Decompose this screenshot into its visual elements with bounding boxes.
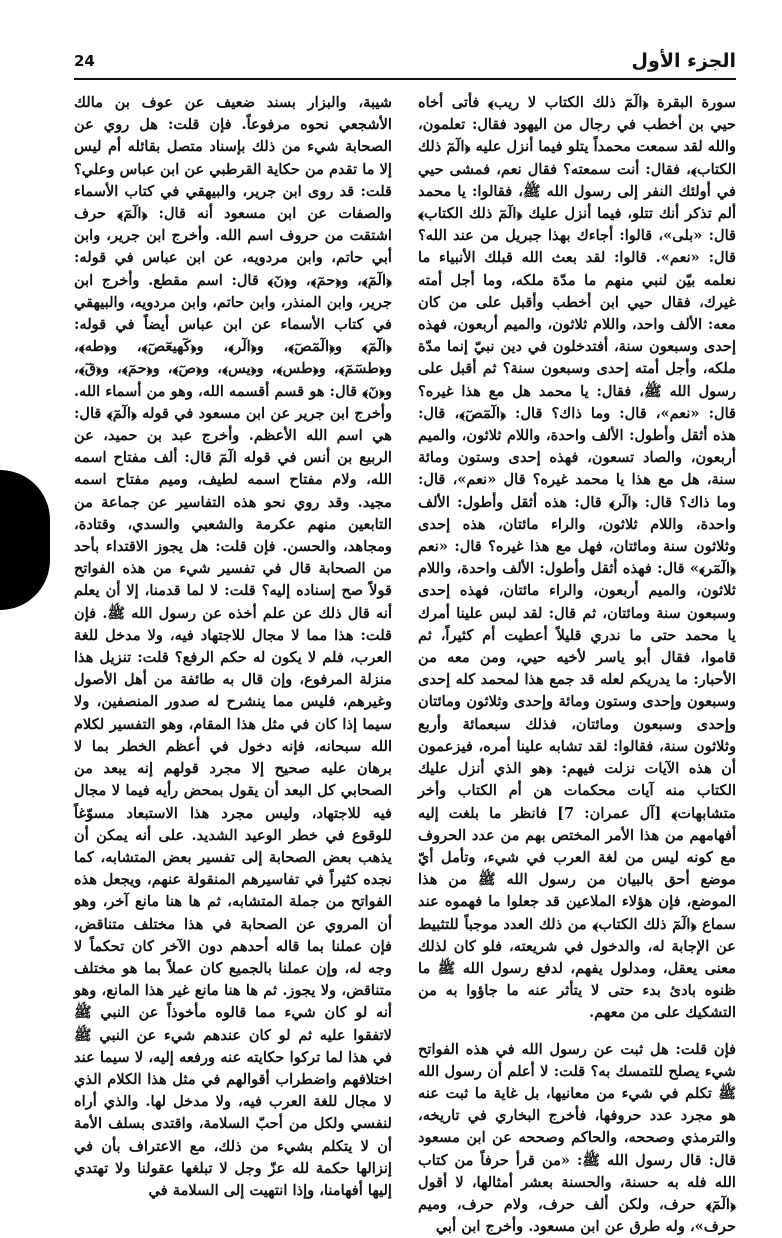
- binding-mark: [0, 470, 50, 610]
- page-header: [74, 48, 736, 80]
- left-column: [74, 92, 392, 1199]
- page-number: 24: [74, 52, 95, 70]
- right-column-paragraph-1: سورة البقرة ﴿الٓمٓ ذلك الكتاب لا ريب﴾ فأتى أخاه حيي بن أخطب في رجال من اليهود فقال: تعلمون، والله لقد سمعت محمداً يتلو فيما أنزل عليه ﴿الٓمٓ ذلك الكتاب﴾، فقال: أنت سمعته؟ فقال نعم، فمشى حيي في أولئك النفر إلى رسول الله ﷺ، فقالوا: يا محمد ألم تذكر أنك تتلو، فيما أنزل عليك ﴿الٓمٓ ذلك الكتاب﴾ قال: «بلى»، قالوا: أجاءك بهذا جبريل من عند الله؟ قال: «نعم». قالوا: لقد بعث الله قبلك الأنبياء ما نعلمه بيّن لنبي منهم ما مدّة ملكه، وما أجل أمته غيرك، فقال حيي ابن أخطب وأقبل على من كان معه: الألف واحد، واللام ثلاثون، والميم أربعون، فهذه إحدى وسبعون سنة، أفتدخلون في دين نبيّ إنما مدّة ملكه، وأجل أمته إحدى وسبعون سنة؟ ثم أقبل على رسول الله ﷺ، فقال: يا محمد هل مع هذا غيره؟ قال: «نعم»، قال: وما ذاك؟ قال: ﴿الٓمٓصٓ﴾، قال: هذه أثقل وأطول: الألف واحدة، واللام ثلاثون، والميم أربعون، والصاد تسعون، فهذه إحدى وستون ومائة سنة، هل مع هذا يا محمد غيره؟ قال «نعم»، قال: وما ذاك؟ قال: ﴿الٓر﴾ قال: هذه أثقل وأطول: الألف واحدة، واللام ثلاثون، والراء مائتان، هذه إحدى وثلاثون سنة ومائتان، فهل مع هذا غيره؟ قال: «نعم ﴿الٓمٓر﴾» قال: فهذه أثقل وأطول: الألف واحدة، واللام ثلاثون، والميم أربعون، والراء مائتان، فهذه إحدى وسبعون سنة ومائتان، ثم قال: لقد لبس علينا أمرك يا محمد حتى ما ندري قليلاً أعطيت أم كثيراً، ثم قاموا، فقال أبو ياسر لأخيه حيي، ومن معه من الأحبار: ما يدريكم لعله قد جمع هذا لمحمد كله إحدى وسبعون وإحدى وستون ومائة وإحدى وثلاثون ومائتان وإحدى وسبعون ومائتان، فذلك سبعمائة وأربع وثلاثون سنة، فقالوا: لقد تشابه علينا أمره، فيزعمون أن هذه الآيات نزلت فيهم: ﴿هو الذي أنزل عليك الكتاب منه آيات محكمات هن أم الكتاب وأخر متشابهات﴾ [آل عمران: 7] فانظر ما بلغت إليه أفهامهم من هذا الأمر المختص بهم من عدد الحروف مع كونه ليس من لغة العرب في شيء، وتأمل أيّ موضع أحق بالبيان من رسول الله ﷺ من هذا الموضع، فإن هؤلاء الملاعين قد جعلوا ما فهموه عند سماع ﴿الٓمٓ ذلك الكتاب﴾ من ذلك العدد موجباً للتثبيط عن الإجابة له، والدخول في شريعته، فلو كان لذلك معنى يعقل، ومدلول يفهم، لدفع رسول الله ﷺ ما ظنوه بادئ بدء حتى لا يتأثر عنه ما جاؤوا به من التشكيك على من معهم.: [418, 94, 736, 1022]
- paragraph-gap: [418, 1025, 736, 1039]
- left-column-paragraph-1: شيبة، والبزار بسند ضعيف عن عوف بن مالك الأشجعي نحوه مرفوعاً. فإن قلت: هل روي عن الصحابة شيء من ذلك بإسناد متصل بقائله أم ليس إلا ما تقدم من حكاية القرطبي عن ابن عباس وعلي؟ قلت: قد روى ابن جرير، والبيهقي في كتاب الأسماء والصفات عن ابن مسعود أنه قال: ﴿الٓمٓ﴾ حرف اشتقت من حروف اسم الله. وأخرج ابن جرير، وابن أبي حاتم، وابن مردويه، عن ابن عباس في قوله: ﴿الٓمٓ﴾، و﴿حمٓ﴾، و﴿نٓ﴾ قال: اسم مقطع. وأخرج ابن جرير، وابن المنذر، وابن حاتم، وابن مردويه، والبيهقي في كتاب الأسماء عن ابن عباس أيضاً في قوله: ﴿الٓمٓ﴾ و﴿الٓمٓصٓ﴾، و﴿الٓر﴾، و﴿كٓهيعٓصٓ﴾، و﴿طه﴾، و﴿طسٓمٓ﴾، و﴿طس﴾، و﴿يس﴾، و﴿صٓ﴾، و﴿حمٓ﴾، و﴿قٓ﴾، و﴿نٓ﴾ قال: هو قسم أقسمه الله، وهو من أسماء الله. وأخرج ابن جرير عن ابن مسعود في قوله ﴿الٓمٓ﴾ قال: هي اسم الله الأعظم. وأخرج عبد بن حميد، عن الربيع بن أنس في قوله الٓمٓ قال: ألف مفتاح اسمه الله، ولام مفتاح اسمه لطيف، وميم مفتاح اسمه مجيد. وقد روي نحو هذه التفاسير عن جماعة من التابعين منهم عكرمة والشعبي والسدي، وقتادة، ومجاهد، والحسن. فإن قلت: هل يجوز الاقتداء بأحد من الصحابة قال في تفسير شيء من هذه الفواتح قولاً صح إسناده إليه؟ قلت: لا لما قدمنا، إلا أن يعلم أنه قال ذلك عن علم أخذه عن رسول الله ﷺ. فإن قلت: هذا مما لا مجال للاجتهاد فيه، ولا مدخل للغة العرب، فلم لا يكون له حكم الرفع؟ قلت: تنزيل هذا منزلة المرفوع، وإن قال به طائفة من أهل الأصول وغيرهم، فليس مما ينشرح له صدور المنصفين، ولا سيما إذا كان في مثل هذا المقام، وهو التفسير لكلام الله سبحانه، فإنه دخول في أعظم الخطر بما لا برهان عليه صحيح إلا مجرد قولهم إنه يبعد من الصحابي كل البعد أن يقول بمحض رأيه فيما لا مجال فيه للاجتهاد، وليس مجرد هذا الاستبعاد مسوّغاً للوقوع في خطر الوعيد الشديد. على أنه يمكن أن يذهب بعض الصحابة إلى تفسير بعض المتشابه، كما نجده كثيراً في تفاسيرهم المنقولة عنهم، ويجعل هذه الفواتح من جملة المتشابه، ثم ها هنا مانع آخر، وهو أن المروي عن الصحابة في هذا مختلف متناقض، فإن عملنا بما قاله أحدهم دون الآخر كان تحكماً لا وجه له، وإن عملنا بالجميع كان عملاً بما هو مختلف متناقض، ولا يجوز. ثم ها هنا مانع غير هذا المانع، وهو أنه لو كان شيء مما قالوه مأخوذاً عن النبي ﷺ لاتفقوا عليه ثم لو كان عندهم شيء عن النبي ﷺ في هذا لما تركوا حكايته عنه ورفعه إليه، لا سيما عند اختلافهم واضطراب أقوالهم في مثل هذا الكلام الذي لا مجال للغة العرب فيه، ولا مدخل لها. والذي أراه لنفسي ولكل من أحبّ السلامة، واقتدى بسلف الأمة أن لا يتكلم بشيء من ذلك، مع الاعتراف بأن في إنزالها حكمة لله عزّ وجل لا تبلغها عقولنا ولا تهتدي إليها أفهامنا، وإذا انتهيت إلى السلامة في: [74, 94, 392, 1199]
- right-column: [418, 92, 736, 1236]
- document-page: [30, 0, 782, 1236]
- right-column-paragraph-2: فإن قلت: هل ثبت عن رسول الله في هذه الفواتح شيء يصلح للتمسك به؟ قلت: لا أعلم أن رسول الله ﷺ تكلم في شيء من معانيها، بل غاية ما ثبت عنه هو مجرد عدد حروفها، فأخرج البخاري في تاريخه، والترمذي وصححه، والحاكم وصححه عن ابن مسعود قال: قال رسول الله ﷺ: «من قرأ حرفاً من كتاب الله فله به حسنة، والحسنة بعشر أمثالها، لا أقول ﴿الٓمٓ﴾ حرف، ولكن ألف حرف، ولام حرف، وميم حرف»، وله طرق عن ابن مسعود. وأخرج ابن أبي: [418, 1040, 736, 1236]
- running-title: الجزء الأول: [631, 50, 736, 72]
